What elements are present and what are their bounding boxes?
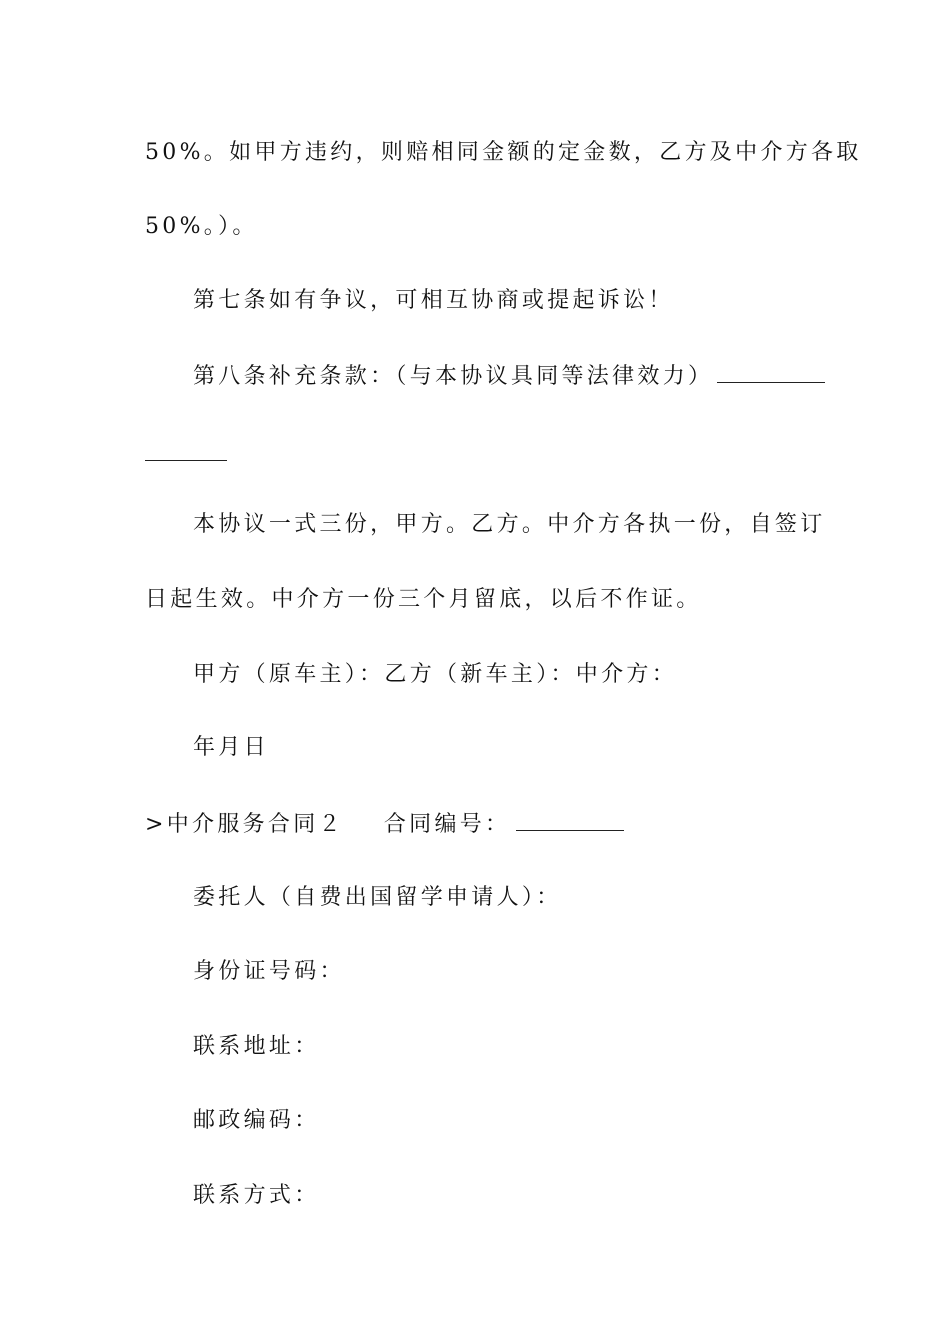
clause-seven: 第七条如有争议，可相互协商或提起诉讼！ bbox=[193, 288, 674, 313]
id-number-label: 身份证号码： bbox=[193, 959, 345, 984]
contract-title: >中介服务合同２ bbox=[145, 812, 344, 837]
text-line: 日起生效。中介方一份三个月留底，以后不作证。 bbox=[145, 587, 702, 612]
contract-number-blank bbox=[516, 808, 624, 831]
date-line: 年月日 bbox=[193, 735, 269, 760]
text-line: 50%。）。 bbox=[145, 214, 258, 239]
address-label: 联系地址： bbox=[193, 1034, 320, 1059]
clause-eight-text: 第八条补充条款：（与本协议具同等法律效力） bbox=[193, 364, 714, 389]
clause-eight-blank-continued bbox=[145, 438, 227, 470]
supplementary-terms-blank-2 bbox=[145, 438, 227, 461]
text-line: 本协议一式三份，甲方。乙方。中介方各执一份，自签订 bbox=[193, 512, 826, 537]
client-label: 委托人（自费出国留学申请人）： bbox=[193, 885, 562, 910]
clause-eight bbox=[193, 360, 825, 392]
postal-code-label: 邮政编码： bbox=[193, 1108, 320, 1133]
signature-parties: 甲方（原车主）：乙方（新车主）：中介方： bbox=[193, 662, 678, 687]
contact-label: 联系方式： bbox=[193, 1183, 320, 1208]
contract-number-label: 合同编号： bbox=[383, 812, 511, 837]
supplementary-terms-blank bbox=[717, 360, 825, 383]
contract-heading bbox=[145, 808, 624, 840]
text-line: 50%。如甲方违约，则赔相同金额的定金数，乙方及中介方各取 bbox=[145, 140, 862, 165]
